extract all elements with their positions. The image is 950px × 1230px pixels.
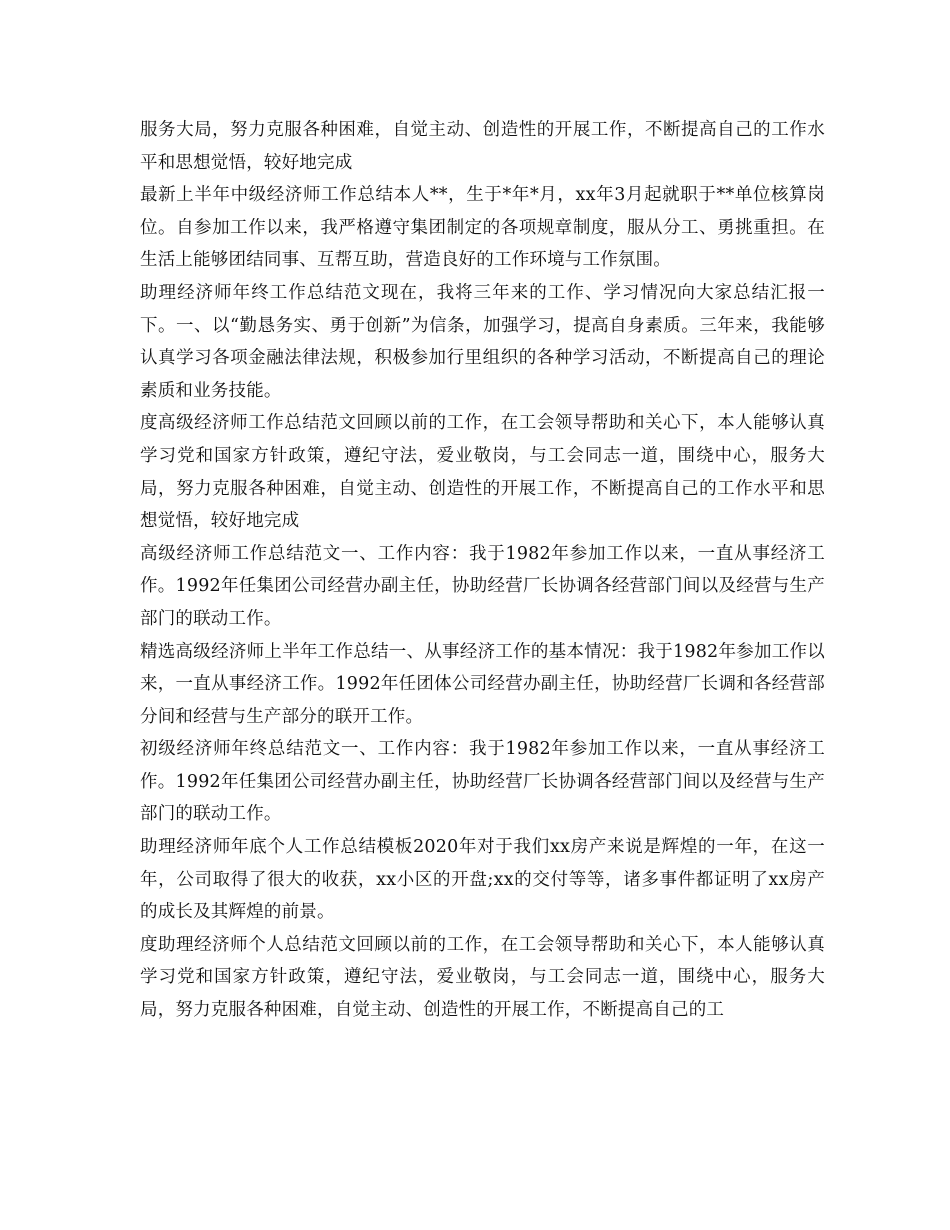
paragraph-5: 高级经济师工作总结范文一、工作内容：我于1982年参加工作以来，一直从事经济工作。1992年任集团公司经营办副主任，协助经营厂长协调各经营部门间以及经营与生产部门的联动工作。 — [140, 543, 825, 629]
document-body — [140, 114, 825, 1027]
paragraph-2: 最新上半年中级经济师工作总结本人**，生于*年*月，xx年3月起就职于**单位核算岗位。自参加工作以来，我严格遵守集团制定的各项规章制度，服从分工、勇挑重担。在生活上能够团结同事、互帮互助，营造良好的工作环境与工作氛围。 — [140, 185, 825, 271]
paragraph-7: 初级经济师年终总结范文一、工作内容：我于1982年参加工作以来，一直从事经济工作。1992年任集团公司经营办副主任，协助经营厂长协调各经营部门间以及经营与生产部门的联动工作。 — [140, 739, 825, 825]
paragraph-6: 精选高级经济师上半年工作总结一、从事经济工作的基本情况：我于1982年参加工作以来，一直从事经济工作。1992年任团体公司经营办副主任，协助经营厂长调和各经营部分间和经营与生产部分的联开工作。 — [140, 641, 825, 727]
paragraph-1: 服务大局，努力克服各种困难，自觉主动、创造性的开展工作，不断提高自己的工作水平和思想觉悟，较好地完成 — [140, 120, 825, 173]
paragraph-3: 助理经济师年终工作总结范文现在，我将三年来的工作、学习情况向大家总结汇报一下。一、以“勤恳务实、勇于创新”为信条，加强学习，提高自身素质。三年来，我能够认真学习各项金融法律法规，积极参加行里组织的各种学习活动，不断提高自己的理论素质和业务技能。 — [140, 282, 825, 401]
paragraph-9: 度助理经济师个人总结范文回顾以前的工作，在工会领导帮助和关心下，本人能够认真学习党和国家方针政策，遵纪守法，爱业敬岗，与工会同志一道，围绕中心，服务大局，努力克服各种困难，自觉主动、创造性的开展工作，不断提高自己的工 — [140, 934, 825, 1021]
paragraph-4: 度高级经济师工作总结范文回顾以前的工作，在工会领导帮助和关心下，本人能够认真学习党和国家方针政策，遵纪守法，爱业敬岗，与工会同志一道，围绕中心，服务大局，努力克服各种困难，自觉主动、创造性的开展工作，不断提高自己的工作水平和思想觉悟，较好地完成 — [140, 413, 825, 532]
paragraph-8: 助理经济师年底个人工作总结模板2020年对于我们xx房产来说是辉煌的一年，在这一年，公司取得了很大的收获，xx小区的开盘;xx的交付等等，诸多事件都证明了xx房产的成长及其辉煌的前景。 — [140, 837, 825, 923]
